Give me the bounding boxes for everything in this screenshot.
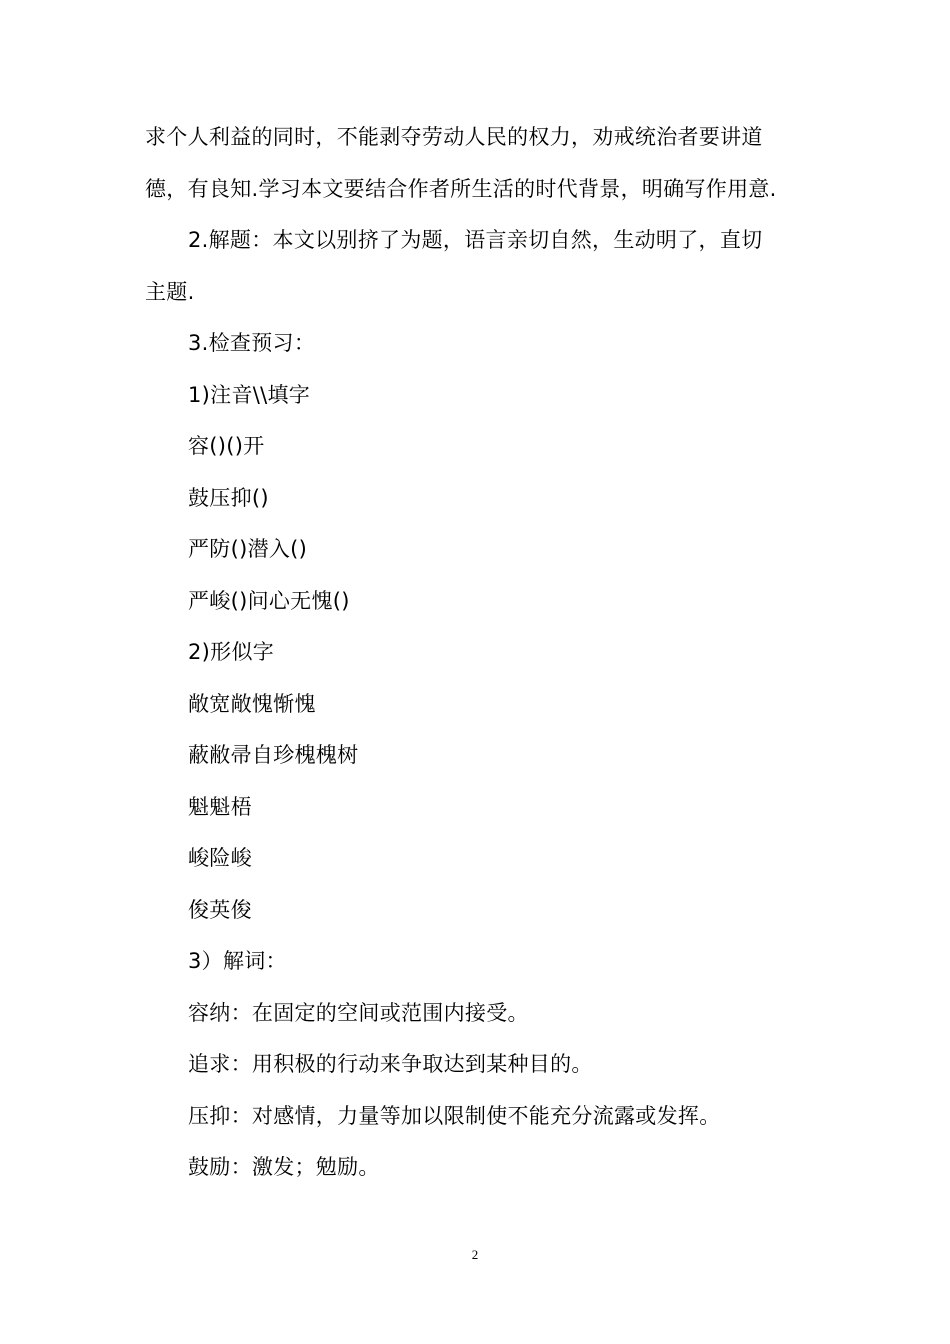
subsection-heading: 3）解词：	[188, 949, 287, 973]
definition-item: 追求：用积极的行动来争取达到某种目的。	[188, 1052, 593, 1076]
exercise-item: 鼓压抑()	[188, 486, 269, 510]
exercise-item: 容()()开	[188, 434, 265, 458]
section-heading: 3.检查预习：	[188, 331, 316, 355]
definition-item: 容纳：在固定的空间或范围内接受。	[188, 1001, 529, 1025]
exercise-item: 严峻()问心无愧()	[188, 589, 350, 613]
definition-item: 鼓励：激发；勉励。	[188, 1155, 380, 1179]
exercise-item: 严防()潜入()	[188, 537, 308, 561]
definition-item: 压抑：对感情，力量等加以限制使不能充分流露或发挥。	[188, 1104, 721, 1128]
exercise-item: 俊英俊	[188, 898, 252, 922]
paragraph-line: 求个人利益的同时，不能剥夺劳动人民的权力，劝戒统治者要讲道	[145, 125, 763, 149]
page-number: 2	[471, 1247, 479, 1262]
exercise-item: 峻险峻	[188, 846, 252, 870]
subsection-heading: 1)注音\\填字	[188, 383, 311, 407]
exercise-item: 敞宽敞愧惭愧	[188, 692, 316, 716]
exercise-item: 魁魁梧	[188, 795, 252, 819]
exercise-item: 蔽敝帚自珍槐槐树	[188, 743, 359, 767]
paragraph-line: 2.解题：本文以别挤了为题，语言亲切自然，生动明了，直切	[188, 228, 763, 252]
paragraph-line: 主题.	[145, 280, 195, 304]
subsection-heading: 2)形似字	[188, 640, 275, 664]
paragraph-line: 德，有良知.学习本文要结合作者所生活的时代背景，明确写作用意.	[145, 177, 777, 201]
